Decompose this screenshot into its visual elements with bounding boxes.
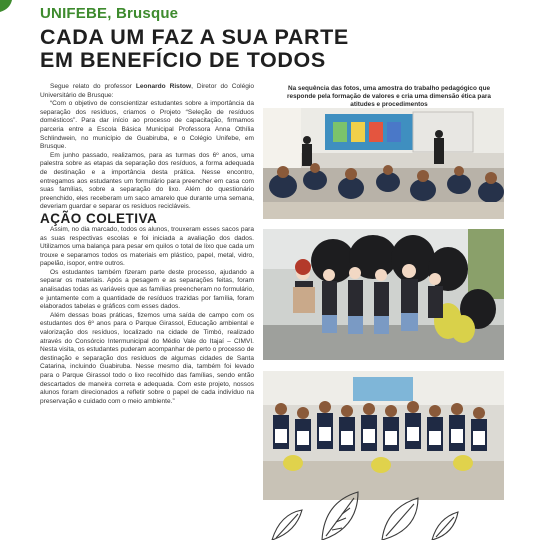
article-body bbox=[40, 83, 254, 406]
photo-caption: Na sequência das fotos, uma amostra do trabalho pedagógico que responde pela formação de valores e cria uma dimensão ética para atitudes e procedimentos bbox=[287, 85, 491, 109]
kicker-brand: UNIFEBE, bbox=[40, 5, 112, 22]
paragraph: Assim, no dia marcado, todos os alunos, trouxeram esses sacos para as suas respectivas escolas e foi iniciada a avaliação dos dados. Utilizamos uma balança para pesar em quilos o total de lixo que cada um trouxe e separamos todos os materiais em plástico, papel, metal, vidro, papelão, isopor, entre outros. bbox=[40, 225, 254, 268]
author-name: Leonardo Ristow bbox=[135, 83, 192, 90]
paragraph: Em junho passado, realizamos, para as turmas dos 6º anos, uma palestra sobre as etapas da separação dos resíduos, a forma adequada de destinação e a importância desta prática. Nesse encontro, entregamos aos estudantes um formulário para preencher em casa com suas famílias, sobre a separação do lixo. Além do questionário preenchido, eles receberam um saco amarelo que durante uma semana, deveriam guardar e separar os resíduos recicláveis. bbox=[40, 151, 254, 211]
section-kicker bbox=[40, 5, 178, 22]
intro-text: Segue relato do professor bbox=[50, 83, 136, 90]
paragraph: “Com o objetivo de conscientizar estudantes sobre a importância da separação dos resíduos, criamos o Projeto “Seleção de resíduos domésticos”. Para dar início ao processo de capacitação, firmamos parceria entre a Escola Básica Municipal Professora Anna Othília Schlindwein, no município de Guabiruba, e o Colégio Unifebe, em Brusque. bbox=[40, 100, 254, 151]
section-subhead: AÇÃO COLETIVA bbox=[40, 210, 158, 226]
paragraph: Além dessas boas práticas, fizemos uma saída de campo com os estudantes dos 6º anos para o Parque Girassol, Educação ambiental e valorização dos resíduos, localizado na cidade de Timbó, realizado através do Consórcio Intermunicipal do Médio Vale do Itajaí – CIMVI. Nesta visita, os estudantes puderam acompanhar de perto o processo de destinação e separação dos resíduos de algumas cidades de Santa Catarina, incluindo Guabiruba. Nesse mesmo dia, também foi levado para o Parque Girassol todo o lixo recolhido das famílias, sendo então descartados de maneira correta e adequada. Com este projeto, nossos alunos foram direcionados a refletir sobre o papel de cada indivíduo na preservação e cuidado com o meio ambiente.” bbox=[40, 311, 254, 405]
students-with-bags-photo bbox=[263, 229, 504, 360]
leaf-decoration-icon bbox=[262, 472, 462, 540]
classroom-lecture-photo bbox=[263, 108, 504, 219]
kicker-place: Brusque bbox=[115, 5, 179, 22]
paragraph-intro bbox=[40, 83, 254, 100]
page-title bbox=[40, 26, 520, 72]
title-line-1: CADA UM FAZ A SUA PARTE bbox=[40, 25, 349, 49]
title-line-2: EM BENEFÍCIO DE TODOS bbox=[40, 48, 326, 72]
corner-leaf-icon bbox=[0, 0, 12, 12]
intro-text-tail: , Diretor do Colégio Universitário de Brusque: bbox=[40, 83, 255, 99]
paragraph: Os estudantes também fizeram parte deste processo, ajudando a separar os materiais. Após a pesagem e as separações feitas, foram analisadas todas as variáveis que as famílias preencheram no formulário, e juntamente com a quantidade de resíduos trazidas por família, foram elaborados tabelas e gráficos com esses dados. bbox=[40, 268, 254, 311]
